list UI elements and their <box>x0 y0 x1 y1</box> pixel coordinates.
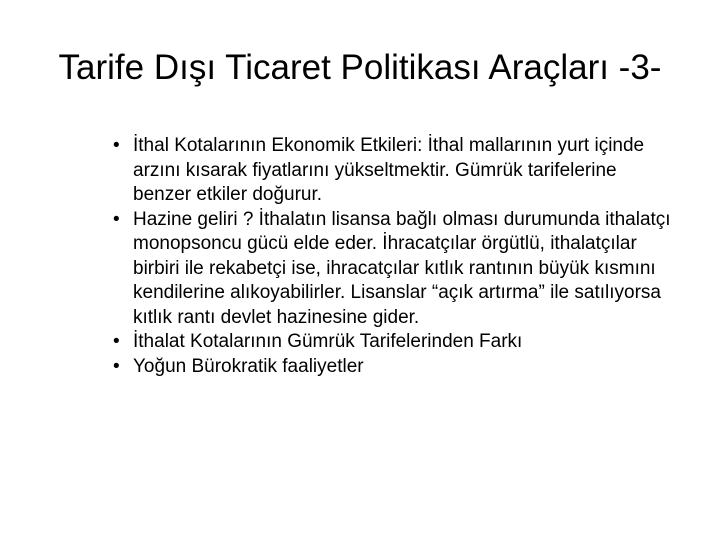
bullet-item <box>113 208 673 331</box>
slide-title: Tarife Dışı Ticaret Politikası Araçları -3- <box>58 48 662 87</box>
bullet-dot-icon: • <box>113 331 120 352</box>
bullet-dot-icon: • <box>113 208 120 230</box>
bullet-dot-icon: • <box>113 355 120 377</box>
bullet-text: İthal Kotalarının Ekonomik Etkileri: İthal mallarının yurt içinde arzını kısarak fiyatlarını yükseltmektir. Gümrük tarifelerine benzer etkiler doğurur. <box>133 135 645 205</box>
bullet-item <box>113 355 673 380</box>
bullet-item <box>113 330 673 355</box>
bullet-item <box>113 134 673 208</box>
bullet-text: Hazine geliri ? İthalatın lisansa bağlı olması durumunda ithalatçı monopsoncu gücü elde eder. İhracatçılar örgütlü, ithalatçılar birbiri ile rekabetçi ise, ihracatçılar kıtlık rantının büyük kısmını kendilerine alıkoyabilirler. Lisanslar “açık artırma” ile satılıyorsa kıtlık rantı devlet hazinesine gider. <box>133 208 671 328</box>
bullet-list <box>113 134 673 379</box>
bullet-dot-icon: • <box>113 135 120 156</box>
bullet-text: İthalat Kotalarının Gümrük Tarifelerinden Farkı <box>133 331 523 352</box>
bullet-text: Yoğun Bürokratik faaliyetler <box>133 355 364 377</box>
